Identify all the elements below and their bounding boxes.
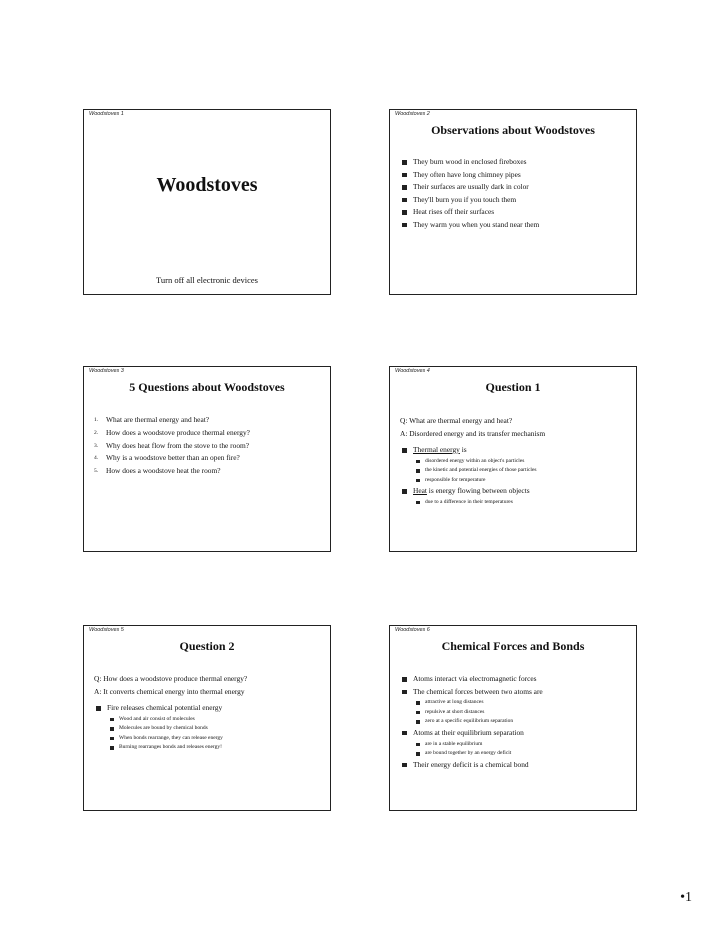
sub-bullet-item: the kinetic and potential energies of those particles bbox=[413, 466, 630, 476]
bullet-item: They warm you when you stand near them bbox=[400, 219, 630, 232]
slide-label: Woodstoves 4 bbox=[395, 368, 430, 374]
slide-title: Question 2 bbox=[179, 639, 235, 653]
item-text: How does a woodstove produce thermal energy? bbox=[106, 427, 250, 437]
slide-title: 5 Questions about Woodstoves bbox=[129, 380, 285, 394]
bullet-item bbox=[400, 686, 630, 727]
item-number: 1. bbox=[94, 417, 99, 423]
slide-label: Woodstoves 5 bbox=[89, 627, 124, 633]
page-number: •1 bbox=[680, 890, 692, 905]
sub-bullet-item: Molecules are bound by chemical bonds bbox=[107, 724, 324, 734]
bullet-list bbox=[400, 673, 630, 771]
slide-title: Observations about Woodstoves bbox=[431, 123, 595, 137]
item-number: 3. bbox=[94, 442, 99, 449]
slide-5 bbox=[83, 625, 331, 811]
slide-1 bbox=[83, 109, 331, 295]
bullet-text: Fire releases chemical potential energy bbox=[107, 703, 223, 712]
slide-6 bbox=[389, 625, 637, 811]
slide-label: Woodstoves 1 bbox=[89, 111, 124, 117]
bullet-rest: is bbox=[459, 445, 467, 454]
item-number: 2. bbox=[94, 429, 99, 436]
bullet-item bbox=[94, 702, 324, 753]
term-heat: Heat bbox=[413, 486, 427, 496]
numbered-item bbox=[94, 427, 324, 440]
slide-title: Chemical Forces and Bonds bbox=[441, 639, 585, 653]
term-thermal-energy: Thermal energy bbox=[413, 445, 460, 454]
bullet-rest: is energy flowing between objects bbox=[426, 486, 530, 496]
sub-bullet-item: due to a difference in their temperatures bbox=[413, 498, 630, 508]
slide-4 bbox=[389, 366, 637, 552]
sub-bullet-item: Burning rearranges bonds and releases energy! bbox=[107, 743, 324, 753]
item-text: What are thermal energy and heat? bbox=[106, 415, 210, 424]
bullet-item bbox=[400, 444, 630, 485]
numbered-item bbox=[94, 465, 324, 478]
bullet-item: Heat rises off their surfaces bbox=[400, 206, 630, 219]
sub-bullet-item: attractive at long distances bbox=[413, 698, 630, 708]
numbered-list bbox=[94, 414, 324, 478]
numbered-item bbox=[94, 452, 324, 465]
slide-2 bbox=[389, 109, 637, 295]
numbered-item bbox=[94, 414, 324, 427]
slide-3 bbox=[83, 366, 331, 552]
bullet-item bbox=[400, 727, 630, 759]
slide-subtitle: Turn off all electronic devices bbox=[156, 275, 258, 285]
sub-bullet-item: zero at a specific equilibrium separation bbox=[413, 717, 630, 727]
sub-bullet-item: are in a stable equilibrium bbox=[413, 740, 630, 750]
bullet-item: Atoms interact via electromagnetic forces bbox=[400, 673, 630, 686]
slide-label: Woodstoves 6 bbox=[395, 627, 430, 633]
slide-title: Woodstoves bbox=[156, 174, 258, 196]
slide-label: Woodstoves 2 bbox=[395, 111, 430, 117]
bullet-item: They often have long chimney pipes bbox=[400, 169, 630, 182]
bullet-item: Their surfaces are usually dark in color bbox=[400, 181, 630, 194]
slide-title: Question 1 bbox=[485, 380, 541, 394]
bullet-item: They'll burn you if you touch them bbox=[400, 194, 630, 207]
item-text: Why is a woodstove better than an open fire? bbox=[106, 453, 240, 463]
answer-text: A: Disordered energy and its transfer mechanism bbox=[400, 429, 546, 438]
sub-bullet-item: When bonds rearrange, they can release energy bbox=[107, 734, 324, 744]
bullet-list bbox=[400, 444, 630, 508]
sub-bullet-item: repulsive at short distances bbox=[413, 708, 630, 718]
sub-bullet-item: are bound together by an energy deficit bbox=[413, 749, 630, 759]
item-number: 4. bbox=[94, 455, 99, 462]
numbered-item bbox=[94, 440, 324, 453]
sub-bullet-item: responsible for temperature bbox=[413, 476, 630, 486]
question-text: Q: How does a woodstove produce thermal energy? bbox=[94, 674, 248, 683]
bullet-item: They burn wood in enclosed fireboxes bbox=[400, 156, 630, 169]
answer-text: A: It converts chemical energy into thermal energy bbox=[94, 687, 245, 696]
item-number: 5. bbox=[94, 468, 99, 475]
bullet-text: Atoms at their equilibrium separation bbox=[413, 727, 524, 737]
bullet-item bbox=[400, 485, 630, 507]
bullet-item: Their energy deficit is a chemical bond bbox=[400, 759, 630, 772]
bullet-text: The chemical forces between two atoms are bbox=[413, 686, 543, 696]
bullet-list bbox=[94, 702, 324, 753]
item-text: How does a woodstove heat the room? bbox=[106, 466, 221, 476]
sub-bullet-item: Wood and air consist of molecules bbox=[107, 715, 324, 725]
bullet-list bbox=[400, 156, 630, 232]
question-text: Q: What are thermal energy and heat? bbox=[400, 416, 513, 425]
item-text: Why does heat flow from the stove to the room? bbox=[106, 440, 250, 450]
sub-bullet-item: disordered energy within an object's particles bbox=[413, 457, 630, 467]
slide-label: Woodstoves 3 bbox=[89, 368, 124, 374]
